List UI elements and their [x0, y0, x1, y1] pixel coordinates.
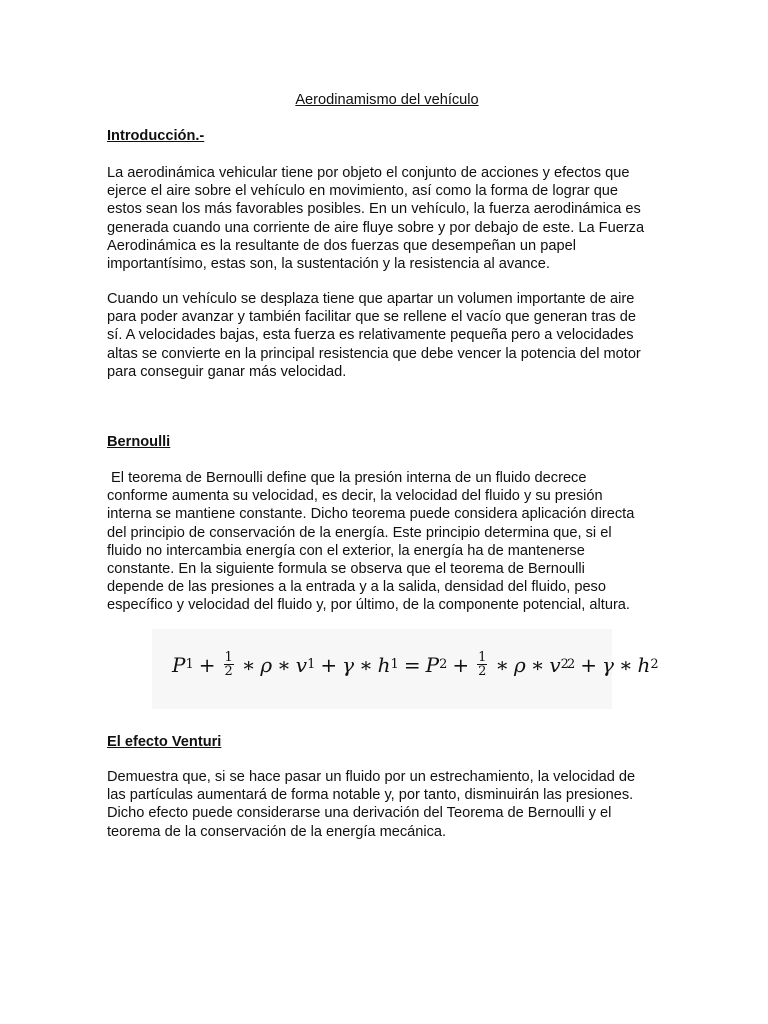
symbol-gamma: γ	[342, 652, 355, 677]
text-line: las partículas aumentará de forma notable y, por tanto, disminuirán las presiones.	[107, 787, 634, 804]
text-line: generada cuando una corriente de aire fluye sobre y por debajo de este. La Fuerza	[107, 219, 645, 236]
symbol-P: P	[172, 652, 186, 677]
intro-paragraph-2	[107, 290, 667, 381]
text-line: fluido no intercambia energía con el exterior, la energía ha de mantenerse	[107, 542, 585, 559]
text-line: El teorema de Bernoulli define que la presión interna de un fluido decrece	[107, 470, 587, 486]
symbol-rho: ρ	[260, 652, 273, 677]
text-line: Dicho efecto puede considerarse una derivación del Teorema de Bernoulli y el	[107, 805, 612, 822]
text-line: del principio de conservación de la energía. Este principio determina que, si el	[107, 524, 612, 541]
operator: +	[580, 652, 597, 677]
bernoulli-equation	[172, 651, 659, 678]
fraction-denominator: 2	[478, 664, 487, 679]
text-line: La aerodinámica vehicular tiene por objeto el conjunto de acciones y efectos que	[107, 165, 630, 181]
text-line: específico y velocidad del fluido y, por último, de la componente potencial, altura.	[107, 597, 630, 614]
document-title: Aerodinamismo del vehículo	[295, 92, 479, 108]
operator: +	[452, 652, 470, 677]
text-line: para poder avanzar y también facilitar que se rellene el vacío que generan tras de	[107, 309, 636, 326]
subscript: 1	[185, 657, 194, 672]
text-line: Cuando un vehículo se desplaza tiene que apartar un volumen importante de aire	[107, 291, 635, 307]
symbol-v: v	[549, 652, 561, 677]
text-line: altas se convierte en la principal resistencia que debe vencer la potencia del motor	[107, 345, 641, 362]
subscript: 2	[650, 657, 659, 672]
fraction-numerator: 1	[478, 650, 487, 665]
operator: +	[320, 652, 338, 677]
symbol-v: v	[295, 652, 308, 677]
text-line: Aerodinámica es la resultante de dos fuerzas que desempeñan un papel	[107, 237, 576, 254]
operator: +	[198, 652, 216, 677]
symbol-gamma: γ	[601, 652, 614, 677]
text-line: para conseguir ganar más velocidad.	[107, 363, 347, 380]
symbol-P: P	[425, 652, 440, 677]
bernoulli-formula-image	[152, 629, 659, 709]
venturi-heading: El efecto Venturi	[107, 734, 222, 750]
operator: ∗	[277, 652, 291, 677]
subscript: 2	[560, 657, 569, 672]
symbol-h: h	[637, 652, 651, 677]
text-line: sí. A velocidades bajas, esta fuerza es relativamente pequeña pero a velocidades	[107, 327, 634, 344]
fraction	[477, 651, 487, 678]
text-line: depende de las presiones a la entrada y a la salida, densidad del fluido, peso	[107, 579, 606, 596]
text-line: conforme aumenta su velocidad, es decir, la velocidad del fluido y su presión	[107, 488, 603, 505]
fraction-numerator: 1	[224, 650, 233, 665]
bernoulli-paragraph	[107, 469, 667, 615]
intro-heading: Introducción.-	[107, 128, 205, 144]
text-line: ejerce el aire sobre el vehículo en movimiento, así como la forma de lograr que	[107, 183, 619, 200]
text-line: constante. En la siguiente formula se observa que el teorema de Bernoulli	[107, 561, 585, 578]
operator: ∗	[495, 652, 509, 677]
operator: ∗	[618, 652, 633, 677]
equals: =	[403, 652, 421, 677]
operator: ∗	[359, 652, 373, 677]
text-line: importantísimo, estas son, la sustentación y la resistencia al avance.	[107, 256, 550, 273]
intro-paragraph-1	[107, 164, 667, 273]
operator: ∗	[530, 652, 545, 677]
subscript: 2	[439, 657, 448, 672]
text-line: interna se mantiene constante. Dicho teorema puede considera aplicación directa	[107, 506, 635, 523]
fraction	[224, 651, 234, 678]
operator: ∗	[241, 652, 256, 677]
symbol-rho: ρ	[513, 652, 526, 677]
fraction-denominator: 2	[224, 664, 233, 679]
text-line: Demuestra que, si se hace pasar un fluido por un estrechamiento, la velocidad de	[107, 769, 636, 785]
text-line: estos sean los más favorables posibles. En un vehículo, la fuerza aerodinámica es	[107, 201, 641, 218]
subscript: 1	[390, 657, 399, 672]
superscript: 2	[566, 657, 576, 672]
bernoulli-heading: Bernoulli	[107, 434, 171, 450]
symbol-h: h	[377, 652, 391, 677]
text-line: teorema de la conservación de la energía mecánica.	[107, 823, 447, 840]
venturi-paragraph	[107, 768, 667, 841]
subscript: 1	[307, 657, 316, 672]
